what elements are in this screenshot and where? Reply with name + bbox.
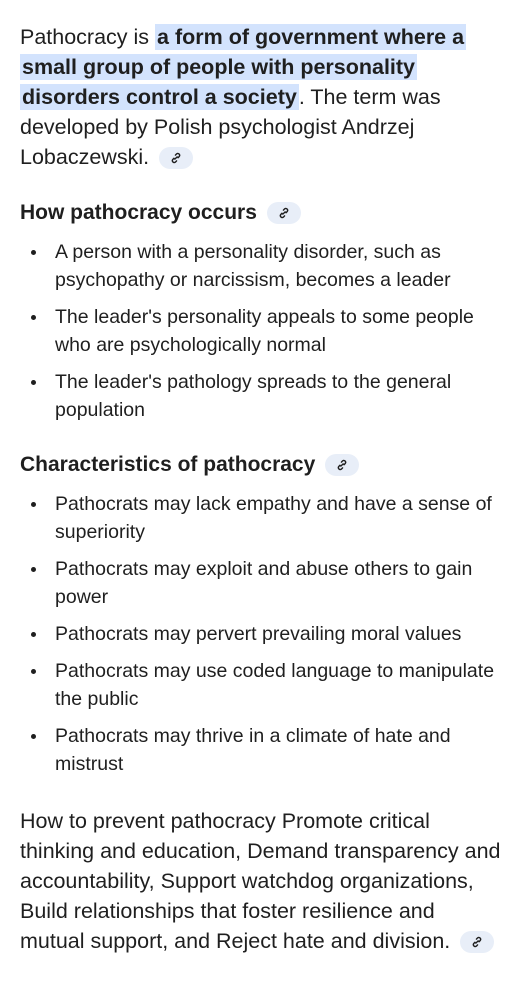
- closing-text: How to prevent pathocracy Promote critical thinking and education, Demand transparency and accountability, Support watchdog organizations, Build relationships that foster resilience and mutual support, and Reject hate and division.: [20, 809, 501, 953]
- list-item: Pathocrats may thrive in a climate of hate and mistrust: [20, 722, 503, 778]
- list-item: Pathocrats may lack empathy and have a sense of superiority: [20, 490, 503, 546]
- section-how-occurs: [20, 198, 503, 424]
- intro-suffix: . The term was developed by Polish psychologist Andrzej Lobaczewski.: [20, 85, 441, 169]
- link-icon: [470, 935, 484, 949]
- closing-paragraph: [20, 806, 503, 956]
- link-icon: [169, 151, 183, 165]
- link-icon: [335, 458, 349, 472]
- list-item: Pathocrats may pervert prevailing moral values: [20, 620, 503, 648]
- source-link-chip[interactable]: [325, 454, 359, 476]
- section-heading: How pathocracy occurs: [20, 198, 503, 228]
- list-item: The leader's pathology spreads to the general population: [20, 368, 503, 424]
- source-link-chip[interactable]: [267, 202, 301, 224]
- section-characteristics: [20, 450, 503, 778]
- source-link-chip[interactable]: [159, 147, 193, 169]
- intro-paragraph: [20, 22, 503, 172]
- list-item: A person with a personality disorder, such as psychopathy or narcissism, becomes a leader: [20, 238, 503, 294]
- occurs-list: [20, 238, 503, 424]
- intro-highlight: a form of government where a small group of people with personality disorders control a society: [22, 25, 465, 109]
- section-heading: Characteristics of pathocracy: [20, 450, 503, 480]
- characteristics-list: [20, 490, 503, 778]
- source-link-chip[interactable]: [460, 931, 494, 953]
- intro-prefix: Pathocracy is: [20, 25, 156, 49]
- link-icon: [277, 206, 291, 220]
- list-item: Pathocrats may use coded language to manipulate the public: [20, 657, 503, 713]
- list-item: The leader's personality appeals to some people who are psychologically normal: [20, 303, 503, 359]
- list-item: Pathocrats may exploit and abuse others to gain power: [20, 555, 503, 611]
